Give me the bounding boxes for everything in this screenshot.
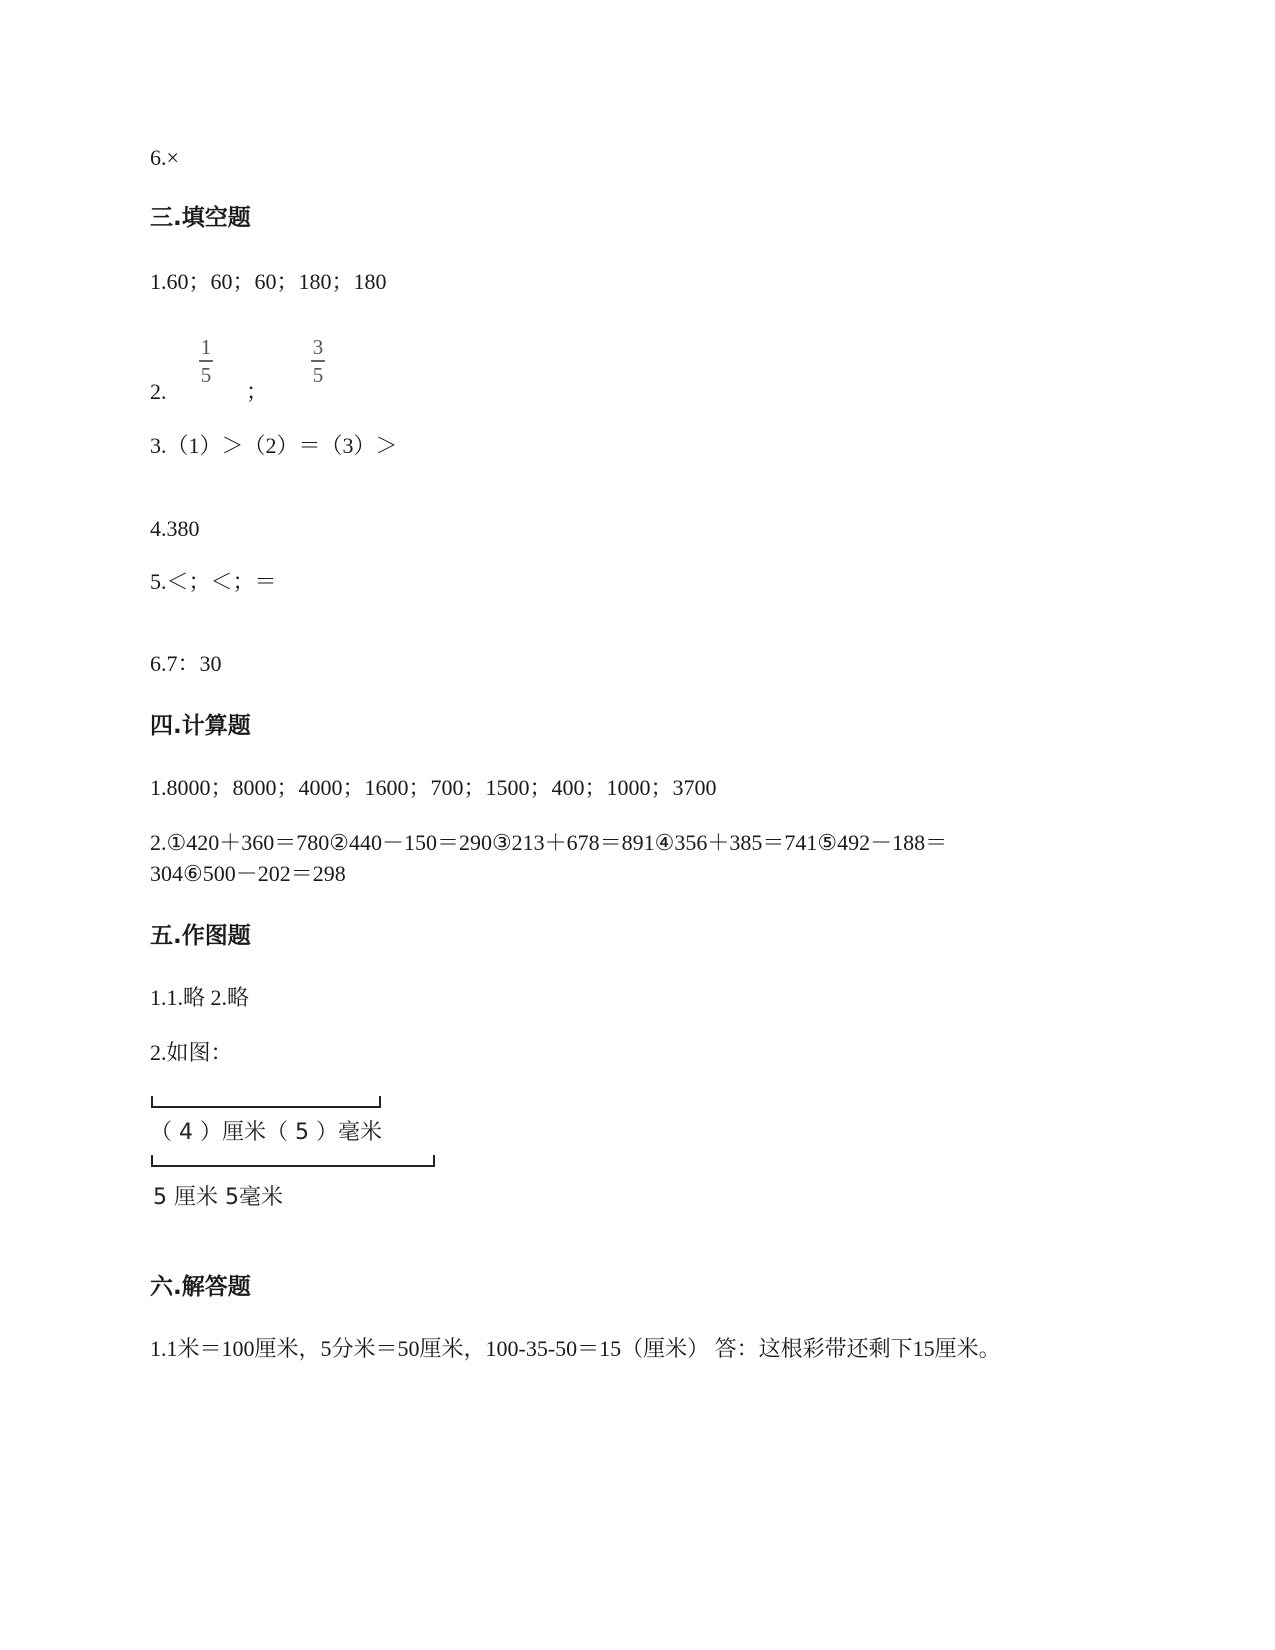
answer-6-1: 1.1米＝100厘米，5分米＝50厘米，100-35-50＝15（厘米） 答：这根彩带还剩下15厘米。 — [150, 1336, 1001, 1361]
segment-short-label: （ 4 ）厘米（ 5 ）毫米 — [150, 1120, 382, 1145]
segment-long-label: 5 厘米 5毫米 — [153, 1185, 283, 1210]
fraction-denominator: 5 — [200, 363, 212, 387]
section-heading-calculation: 四.计算题 — [150, 713, 251, 739]
fraction-one-fifth — [199, 336, 213, 386]
answer-6: 6.× — [150, 145, 179, 170]
answer-3-4: 4.380 — [150, 516, 200, 541]
segment-short — [151, 1096, 381, 1108]
answer-3-5: 5.＜；＜；＝ — [150, 569, 277, 594]
answer-5-1: 1.1.略 2.略 — [150, 985, 250, 1010]
fraction-denominator: 5 — [312, 363, 324, 387]
answer-3-2-separator: ； — [246, 379, 269, 404]
answer-3-1: 1.60；60；60；180；180 — [150, 269, 387, 294]
fraction-bar — [199, 360, 213, 362]
fraction-three-fifths — [311, 336, 325, 386]
section-heading-drawing: 五.作图题 — [150, 923, 251, 949]
answer-3-6: 6.7：30 — [150, 651, 222, 676]
answer-4-2-line2: 304⑥500－202＝298 — [150, 861, 346, 886]
section-heading-fill-blank: 三.填空题 — [150, 205, 251, 231]
answer-4-1: 1.8000；8000；4000；1600；700；1500；400；1000；3700 — [150, 775, 717, 800]
fraction-numerator: 3 — [312, 335, 324, 359]
fraction-numerator: 1 — [200, 335, 212, 359]
segment-long — [151, 1155, 435, 1167]
answer-3-2-prefix: 2. — [150, 379, 167, 404]
answer-5-2: 2.如图： — [150, 1040, 233, 1065]
section-heading-word-problems: 六.解答题 — [150, 1274, 251, 1300]
answer-3-3: 3.（1）＞（2）＝（3）＞ — [150, 433, 398, 458]
answer-4-2-line1: 2.①420＋360＝780②440－150＝290③213＋678＝891④356＋385＝741⑤492－188＝ — [150, 830, 948, 855]
fraction-bar — [311, 360, 325, 362]
